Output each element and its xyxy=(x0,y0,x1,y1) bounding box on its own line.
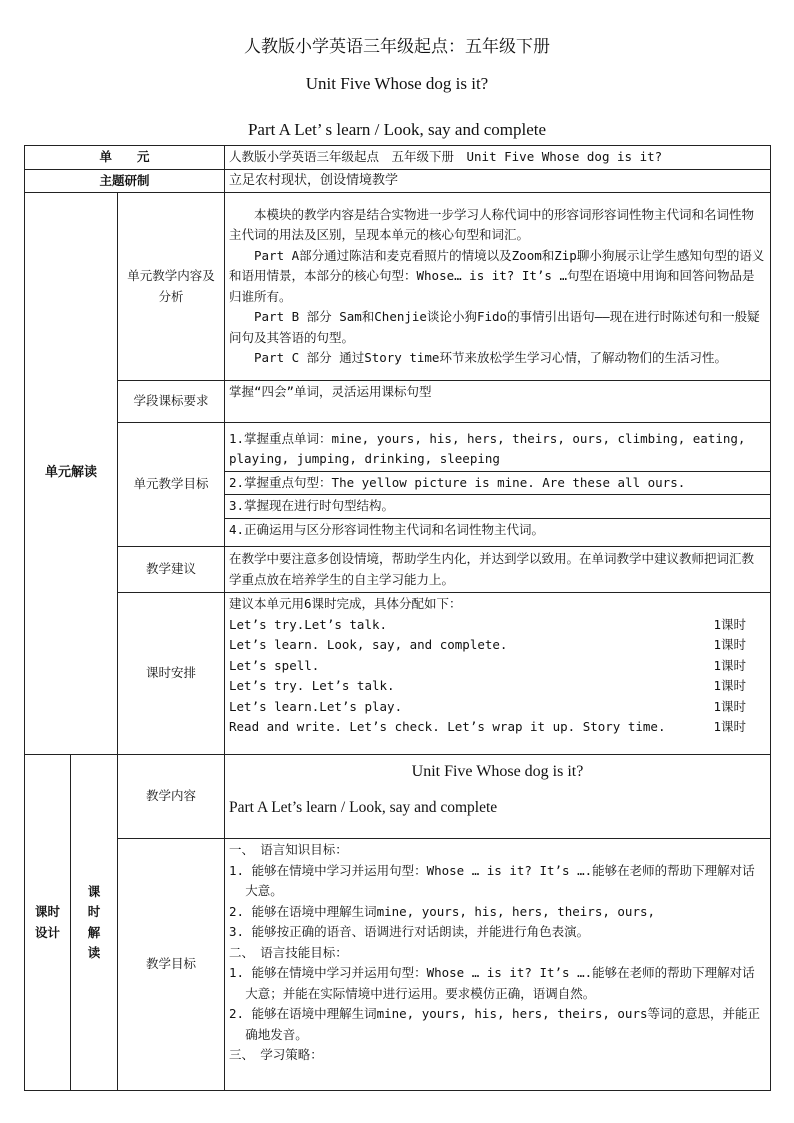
goal-item: 1.掌握重点单词：mine, yours, his, hers, theirs, ours, climbing, eating, playing, jumping, drinking, sleeping xyxy=(225,428,770,472)
schedule-row xyxy=(229,676,766,697)
goal-item: 3.掌握现在进行时句型结构。 xyxy=(225,495,770,519)
goals-label: 单元教学目标 xyxy=(118,423,225,547)
unit-value: 人教版小学英语三年级起点 五年级下册 Unit Five Whose dog is it? xyxy=(225,146,771,170)
content-paragraph: Part B 部分 Sam和Chenjie谈论小狗Fido的事情引出语句——现在进行时陈述句和一般疑问句及其答语的句型。 xyxy=(229,309,760,345)
lesson-content-label: 教学内容 xyxy=(118,755,225,839)
lesson-content-subtitle: Part A Let’s learn / Look, say and complete xyxy=(229,799,498,816)
advice-value: 在教学中要注意多创设情境，帮助学生内化，并达到学以致用。在单词教学中建议教师把词汇教学重点放在培养学生的自主学习能力上。 xyxy=(225,547,771,593)
lesson-label xyxy=(71,755,118,1091)
schedule-hours: 1课时 xyxy=(713,678,746,693)
design-label-text: 课时设计 xyxy=(35,904,61,940)
objective-item: 2. 能够在语境中理解生词mine, yours, his, hers, theirs, ours等词的意思，并能正确地发音。 xyxy=(229,1006,761,1042)
content-paragraph: 本模块的教学内容是结合实物进一步学习人称代词中的形容词形容词性物主代词和名词性物主代词的用法及区别，呈现本单元的核心句型和词汇。 xyxy=(229,206,755,242)
reading-label: 单元解读 xyxy=(25,193,118,755)
schedule-item: Let’s try.Let’s talk. xyxy=(229,616,388,632)
objectives-label: 教学目标 xyxy=(118,839,225,1091)
objective-item: 3. 能够按正确的语音、语调进行对话朗读，并能进行角色表演。 xyxy=(229,924,590,939)
schedule-row xyxy=(229,717,766,738)
schedule-item: Read and write. Let’s check. Let’s wrap it up. Story time. xyxy=(229,719,666,734)
schedule-row xyxy=(229,656,766,677)
schedule-hours: 1课时 xyxy=(713,719,746,734)
part-title: Part A Let’ s learn / Look, say and complete xyxy=(247,120,547,139)
lesson-plan-table xyxy=(24,145,771,1091)
lesson-label-text: 课时解读 xyxy=(87,883,101,960)
schedule-hours: 1课时 xyxy=(713,637,746,652)
schedule-row xyxy=(229,697,766,718)
advice-label: 教学建议 xyxy=(118,547,225,593)
lesson-content-title: Unit Five Whose dog is it? xyxy=(411,763,584,780)
objectives-section-heading: 一、 语言知识目标： xyxy=(229,842,348,857)
unit-label: 单 元 xyxy=(25,146,225,170)
objective-item: 2. 能够在语境中理解生词mine, yours, his, hers, theirs, ours, xyxy=(229,903,656,919)
schedule-row xyxy=(229,635,766,656)
schedule-row xyxy=(229,615,766,636)
objective-item: 1. 能够在情境中学习并运用句型：Whose … is it? It’s ….能够在老师的帮助下理解对话大意。 xyxy=(229,862,755,898)
standard-value: 掌握“四会”单词，灵活运用课标句型 xyxy=(225,381,771,423)
goal-item: 4.正确运用与区分形容词性物主代词和名词性物主代词。 xyxy=(229,521,545,537)
schedule-hours: 1课时 xyxy=(713,657,746,673)
content-cell xyxy=(225,193,771,381)
schedule-cell xyxy=(225,593,771,755)
objectives-section-heading: 二、 语言技能目标： xyxy=(229,944,348,960)
content-paragraph: Part C 部分 通过Story time环节来放松学生学习心情，了解动物们的生活习性。 xyxy=(254,350,727,365)
design-label xyxy=(25,755,71,1091)
theme-label: 主题研制 xyxy=(25,169,225,193)
lesson-content-cell xyxy=(225,755,771,839)
doc-title: 人教版小学英语三年级起点：五年级下册 xyxy=(244,37,550,57)
schedule-intro: 建议本单元用6课时完成，具体分配如下： xyxy=(229,596,462,611)
schedule-item: Let’s learn.Let’s play. xyxy=(229,698,403,714)
goals-cell xyxy=(225,423,771,547)
objectives-section-heading: 三、 学习策略： xyxy=(229,1047,323,1062)
content-label: 单元教学内容及分析 xyxy=(118,193,225,381)
goal-item: 2.掌握重点句型：The yellow picture is mine. Are these all ours. xyxy=(225,472,770,496)
schedule-hours: 1课时 xyxy=(713,698,746,714)
schedule-item: Let’s learn. Look, say, and complete. xyxy=(229,637,508,652)
objective-item: 1. 能够在情境中学习并运用句型：Whose … is it? It’s ….能够在老师的帮助下理解对话大意；并能在实际情境中进行运用。要求模仿正确，语调自然。 xyxy=(229,965,755,1001)
schedule-item: Let’s try. Let’s talk. xyxy=(229,678,395,693)
content-paragraph: Part A部分通过陈洁和麦克看照片的情境以及Zoom和Zip聊小狗展示让学生感知句型的语义和语用情景，本部分的核心句型：Whose… is it? It’s …句型在语境中用询和回答问物品是归谁所有。 xyxy=(229,247,765,304)
schedule-label: 课时安排 xyxy=(118,593,225,755)
schedule-hours: 1课时 xyxy=(713,616,746,632)
standard-label: 学段课标要求 xyxy=(118,381,225,423)
schedule-item: Let’s spell. xyxy=(229,657,320,673)
unit-title: Unit Five Whose dog is it? xyxy=(305,74,489,93)
theme-value: 立足农村现状，创设情境教学 xyxy=(225,169,771,193)
objectives-cell xyxy=(225,839,771,1091)
